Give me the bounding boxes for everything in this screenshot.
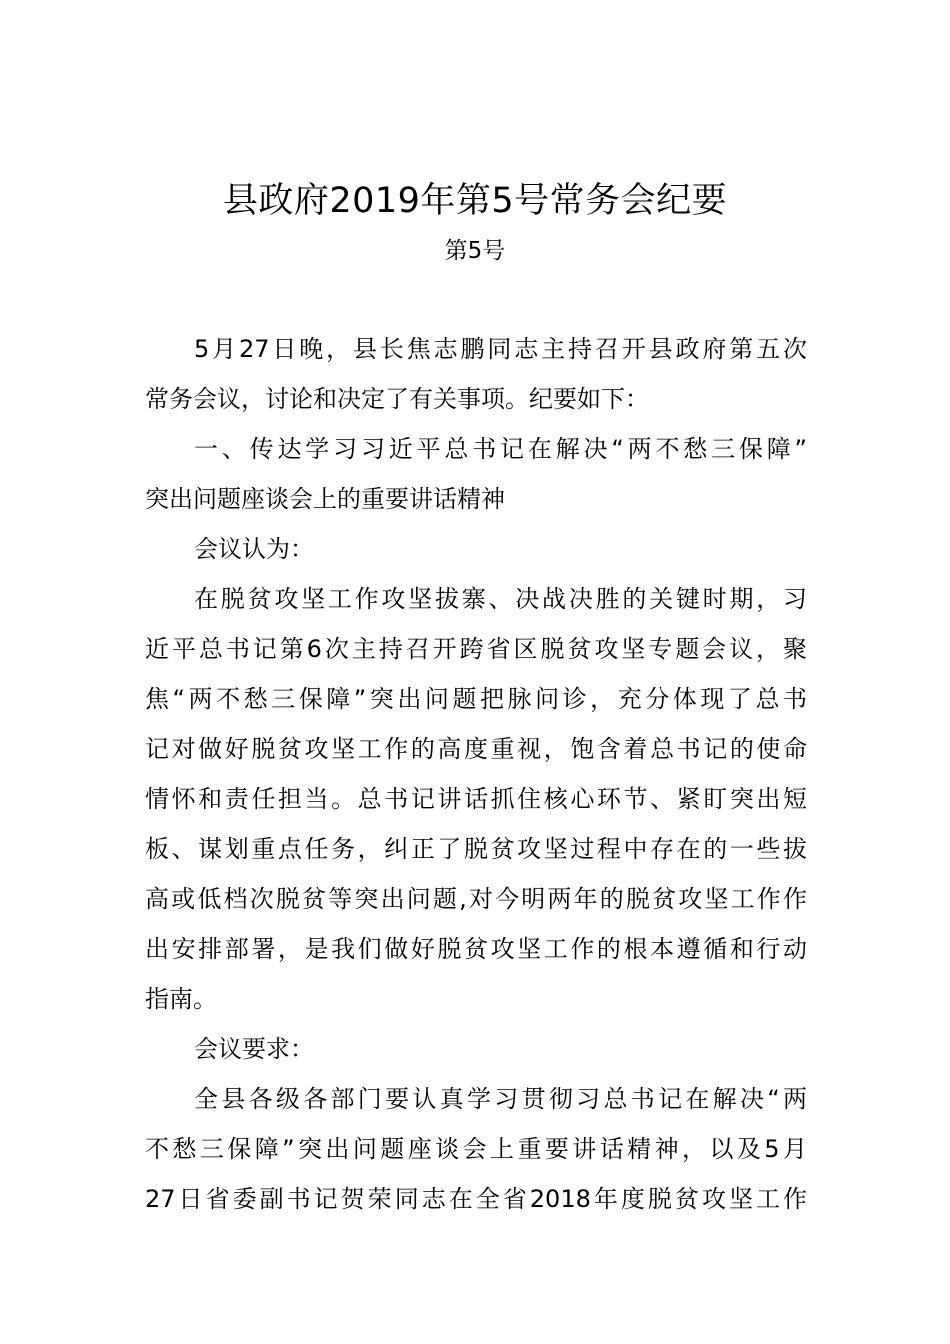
text-line: 在脱贫攻坚工作攻坚拔寨、决战决胜的关键时期，习 [194,585,807,613]
text-line: 突出问题座谈会上的重要讲话精神 [145,485,505,513]
text-line: 会议要求： [194,1035,314,1063]
text-line: 焦“两不愁三保障”突出问题把脉问诊，充分体现了总书 [145,685,807,713]
text-line: 近平总书记第6次主持召开跨省区脱贫攻坚专题会议，聚 [145,635,807,663]
document-number: 第5号 [444,238,506,264]
text-line: 情怀和责任担当。总书记讲话抓住核心环节、紧盯突出短 [145,785,807,813]
text-line: 常务会议，讨论和决定了有关事项。纪要如下： [145,385,649,413]
text-line: 27日省委副书记贺荣同志在全省2018年度脱贫攻坚工作 [145,1185,807,1213]
text-line: 不愁三保障”突出问题座谈会上重要讲话精神，以及5月 [145,1135,807,1163]
text-line: 全县各级各部门要认真学习贯彻习总书记在解决“两 [194,1085,807,1113]
text-line: 一、传达学习习近平总书记在解决“两不愁三保障” [194,435,807,463]
text-line: 高或低档次脱贫等突出问题,对今明两年的脱贫攻坚工作作 [145,885,807,913]
text-line: 指南。 [145,985,217,1013]
text-line: 5月27日晚，县长焦志鹏同志主持召开县政府第五次 [194,335,807,363]
text-line: 会议认为： [194,535,314,563]
document-body [145,324,807,1224]
text-line: 板、谋划重点任务，纠正了脱贫攻坚过程中存在的一些拔 [145,835,807,863]
text-line: 记对做好脱贫攻坚工作的高度重视，饱含着总书记的使命 [145,735,807,763]
document-title: 县政府2019年第5号常务会纪要 [222,181,728,221]
text-line: 出安排部署，是我们做好脱贫攻坚工作的根本遵循和行动 [145,935,807,963]
